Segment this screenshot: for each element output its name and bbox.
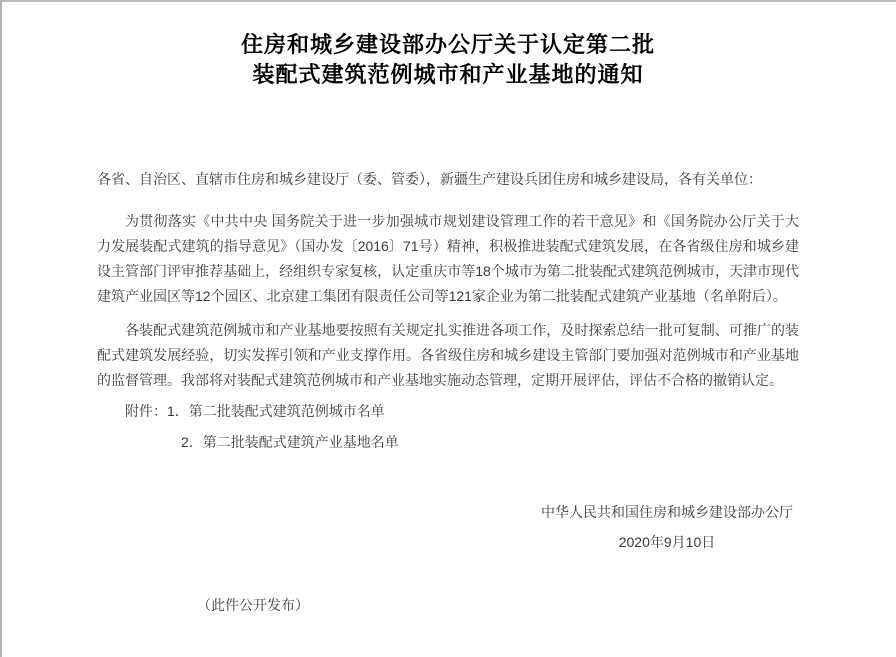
issue-date: 2020年9月10日	[618, 534, 716, 550]
attachment-line-1	[97, 399, 799, 424]
public-release-note: （此件公开发布）	[197, 597, 309, 613]
salutation: 各省、自治区、直辖市住房和城乡建设厅（委、管委），新疆生产建设兵团住房和城乡建设局，各有关单位：	[97, 171, 762, 187]
body-paragraph-1: 为贯彻落实《中共中央 国务院关于进一步加强城市规划建设管理工作的若干意见》和《国务院办公厅关于大力发展装配式建筑的指导意见》（国办发〔2016〕71号）精神，积极推进装配式建筑发展，在各省级住房和城乡建设主管部门评审推荐基础上，经组织专家复核，认定重庆市等18个城市为第二批装配式建筑范例城市，天津市现代建筑产业园区等12个园区、北京建工集团有限责任公司等121家企业为第二批装配式建筑产业基地（名单附后）。	[97, 213, 799, 304]
document-body	[97, 167, 799, 618]
attachment-item-2: 2．第二批装配式建筑产业基地名单	[181, 434, 399, 450]
document-title-line-1: 住房和城乡建设部办公厅关于认定第二批	[240, 32, 655, 57]
signature-block	[467, 497, 867, 557]
document-title	[0, 0, 896, 90]
issuer-name: 中华人民共和国住房和城乡建设部办公厅	[541, 504, 793, 520]
attachment-item-1: 1．第二批装配式建筑范例城市名单	[167, 403, 385, 419]
document-title-line-2: 装配式建筑范例城市和产业基地的通知	[252, 62, 644, 87]
attachments-label: 附件：	[125, 403, 167, 419]
body-paragraph-2: 各装配式建筑范例城市和产业基地要按照有关规定扎实推进各项工作，及时探索总结一批可复制、可推广的装配式建筑发展经验，切实发挥引领和产业支撑作用。各省级住房和城乡建设主管部门要加强对范例城市和产业基地的监督管理。我部将对装配式建筑范例城市和产业基地实施动态管理，定期开展评估，评估不合格的撤销认定。	[97, 322, 799, 388]
